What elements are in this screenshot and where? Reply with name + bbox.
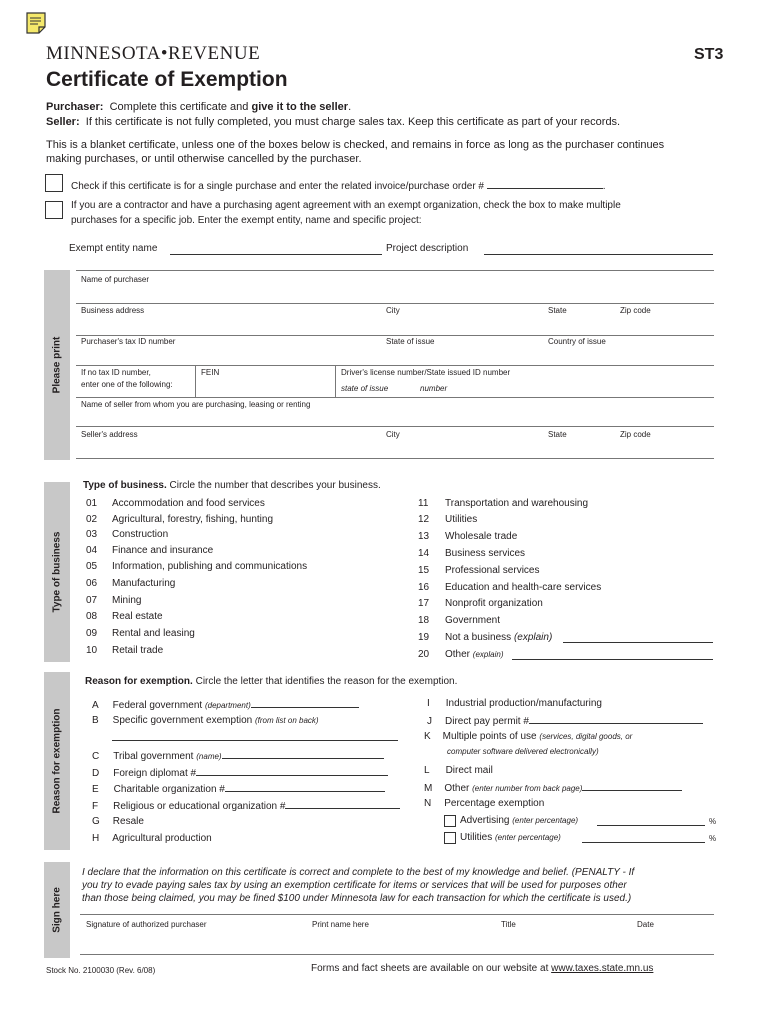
business-option-label: Mining <box>112 595 142 606</box>
business-option-09[interactable] <box>86 628 195 639</box>
business-option-number: 03 <box>86 529 98 540</box>
tax-id-label: Purchaser's tax ID number <box>81 337 176 346</box>
signature-label: Signature of authorized purchaser <box>86 920 207 929</box>
reason-D[interactable]: D Foreign diplomat # <box>92 766 388 779</box>
business-option-label: Retail trade <box>112 645 164 656</box>
business-option-16[interactable] <box>418 582 601 593</box>
single-purchase-checkbox[interactable] <box>45 174 63 192</box>
reason-H[interactable]: H Agricultural production <box>92 833 212 844</box>
declaration-line-2: you try to evade paying sales tax by using an exemption certificate for items or services that will be used for purposes other <box>82 880 627 891</box>
utilities-label: Utilities (enter percentage) <box>460 832 561 843</box>
dl-label: Driver's license number/State issued ID number <box>341 368 511 377</box>
business-option-label: Professional services <box>445 565 540 576</box>
dl-state-label: state of issue <box>341 384 389 393</box>
business-option-11[interactable] <box>418 498 588 509</box>
contractor-text-1: If you are a contractor and have a purchasing agent agreement with an exempt organization, check the box to make multiple <box>71 200 621 211</box>
exempt-entity-label: Exempt entity name <box>69 243 158 254</box>
divider <box>76 270 714 271</box>
business-option-label: Real estate <box>112 611 163 622</box>
reason-F[interactable]: F Religious or educational organization # <box>92 799 400 812</box>
business-option-label: Not a business <box>445 632 512 643</box>
percent-sign: % <box>709 817 717 826</box>
business-option-number: 12 <box>418 514 430 525</box>
note-icon <box>26 12 46 34</box>
please-print-sidebar: Please print <box>44 270 70 460</box>
business-option-label: Rental and leasing <box>112 628 195 639</box>
country-issue-label: Country of issue <box>548 337 606 346</box>
business-option-05[interactable] <box>86 561 307 572</box>
seller-address-field[interactable] <box>76 458 714 459</box>
seller-name-field[interactable] <box>76 426 714 427</box>
reason-A[interactable]: A Federal government (department) <box>92 698 359 711</box>
business-option-label: Utilities <box>445 514 478 525</box>
purchaser-name-field[interactable] <box>76 303 714 304</box>
contractor-checkbox[interactable] <box>45 201 63 219</box>
utilities-checkbox[interactable] <box>444 832 456 844</box>
business-option-number: 11 <box>418 498 429 509</box>
utilities-percent-field[interactable] <box>582 842 705 843</box>
state-label: State <box>548 306 567 315</box>
business-option-label: Wholesale trade <box>445 531 518 542</box>
business-option-label: Information, publishing and communications <box>112 561 308 572</box>
business-option-number: 20 <box>418 649 430 660</box>
business-option-number: 07 <box>86 595 98 606</box>
business-option-label: Accommodation and food services <box>112 498 265 509</box>
business-option-04[interactable] <box>86 545 213 556</box>
business-option-label: Business services <box>445 548 526 559</box>
business-option-03[interactable] <box>86 529 168 540</box>
business-option-08[interactable] <box>86 611 163 622</box>
agency-logo: MINNESOTA•REVENUE <box>46 43 261 64</box>
business-option-19[interactable] <box>418 632 552 643</box>
business-option-number: 17 <box>418 598 430 609</box>
explain-field-20[interactable] <box>512 659 713 660</box>
business-option-label: Transportation and warehousing <box>445 498 589 509</box>
business-option-07[interactable] <box>86 595 141 606</box>
business-option-10[interactable] <box>86 645 163 656</box>
business-option-number: 18 <box>418 615 430 626</box>
project-desc-label: Project description <box>386 243 469 254</box>
business-option-label: Finance and insurance <box>112 545 214 556</box>
exempt-entity-field[interactable] <box>170 254 382 255</box>
purchaser-name-label: Name of purchaser <box>81 275 150 284</box>
percent-sign: % <box>709 834 717 843</box>
business-option-number: 13 <box>418 531 430 542</box>
business-option-label: Construction <box>112 529 169 540</box>
address-field[interactable] <box>76 335 714 336</box>
single-purchase-label: Check if this certificate is for a single purchase and enter the related invoice/purchase order # . <box>71 181 606 192</box>
seller-instruction: Seller: If this certificate is not fully completed, you must charge sales tax. Keep this certificate as part of your records. <box>46 116 621 128</box>
business-option-number: 04 <box>86 545 98 556</box>
type-of-business-sidebar: Type of business <box>44 482 70 662</box>
title-label: Title <box>501 920 516 929</box>
reason-J[interactable]: J Direct pay permit # <box>427 714 703 727</box>
business-option-number: 19 <box>418 632 430 643</box>
business-option-label: Manufacturing <box>112 578 176 589</box>
seller-address-label: Seller's address <box>81 430 138 439</box>
no-tax-id-label-1: If no tax ID number, <box>81 368 151 377</box>
business-option-label: Education and health-care services <box>445 582 602 593</box>
form-id: ST3 <box>694 46 724 63</box>
blanket-text-2: making purchases, or until otherwise cancelled by the purchaser. <box>46 153 362 165</box>
reason-I[interactable]: I Industrial production/manufacturing <box>427 698 602 709</box>
business-option-17[interactable] <box>418 598 543 609</box>
blanket-text-1: This is a blanket certificate, unless one of the boxes below is checked, and remains in force as long as the purchaser continues <box>46 139 665 151</box>
dl-number-label: number <box>420 384 448 393</box>
business-option-06[interactable] <box>86 578 175 589</box>
purchaser-instruction: Purchaser: Complete this certificate and give it to the seller. <box>46 101 352 113</box>
no-tax-id-label-2: enter one of the following: <box>81 380 173 389</box>
stock-number: Stock No. 2100030 (Rev. 6/08) <box>46 966 156 975</box>
declaration-line-3: than those being claimed, you may be fined $100 under Minnesota law for each transaction for which the certificate is used.) <box>82 893 632 904</box>
print-name-label: Print name here <box>312 920 369 929</box>
business-option-01[interactable] <box>86 498 265 509</box>
business-option-number: 14 <box>418 548 430 559</box>
reason-sidebar: Reason for exemption <box>44 672 70 850</box>
business-option-number: 06 <box>86 578 98 589</box>
business-option-number: 01 <box>86 498 98 509</box>
divider <box>80 914 714 915</box>
business-option-note: (explain) <box>513 632 553 643</box>
contractor-text-2: purchases for a specific job. Enter the exempt entity, name and specific project: <box>71 215 422 226</box>
signature-field[interactable] <box>80 954 714 955</box>
state-issue-label: State of issue <box>386 337 435 346</box>
business-option-label: Government <box>445 615 501 626</box>
seller-state-label: State <box>548 430 567 439</box>
page-title: Certificate of Exemption <box>46 68 288 91</box>
zip-label: Zip code <box>620 306 651 315</box>
seller-zip-label: Zip code <box>620 430 651 439</box>
reason-K[interactable]: K Multiple points of use (services, digital goods, or <box>424 731 633 742</box>
business-option-20[interactable] <box>418 649 503 660</box>
website-link[interactable]: www.taxes.state.mn.us <box>551 963 654 974</box>
advertising-checkbox[interactable] <box>444 815 456 827</box>
business-option-14[interactable] <box>418 548 525 559</box>
reason-B[interactable]: B Specific government exemption (from list on back) <box>92 715 319 726</box>
reason-K-note: computer software delivered electronically) <box>447 747 599 756</box>
vertical-divider <box>335 365 336 397</box>
reason-M[interactable]: M Other (enter number from back page) <box>424 781 682 794</box>
business-option-18[interactable] <box>418 615 500 626</box>
advertising-percent-field[interactable] <box>597 825 705 826</box>
reason-C[interactable]: C Tribal government (name) <box>92 749 384 762</box>
seller-city-label: City <box>386 430 400 439</box>
fein-label: FEIN <box>201 368 220 377</box>
business-option-number: 08 <box>86 611 98 622</box>
business-option-number: 09 <box>86 628 98 639</box>
footer-text: Forms and fact sheets are available on our website at www.taxes.state.mn.us <box>311 963 654 974</box>
project-desc-field[interactable] <box>484 254 713 255</box>
reason-L[interactable]: L Direct mail <box>424 765 493 776</box>
business-option-number: 16 <box>418 582 430 593</box>
business-option-number: 02 <box>86 514 98 525</box>
explain-field-19[interactable] <box>563 642 713 643</box>
business-option-02[interactable] <box>86 514 273 525</box>
reason-B-field[interactable] <box>112 740 398 741</box>
vertical-divider <box>195 365 196 397</box>
business-heading: Type of business. Circle the number that describes your business. <box>83 480 381 491</box>
reason-N[interactable]: N Percentage exemption <box>424 798 545 809</box>
business-option-number: 10 <box>86 645 98 656</box>
business-address-label: Business address <box>81 306 145 315</box>
business-option-12[interactable] <box>418 514 477 525</box>
business-option-number: 15 <box>418 565 430 576</box>
business-option-label: Nonprofit organization <box>445 598 543 609</box>
business-option-label: Agricultural, forestry, fishing, hunting <box>112 514 274 525</box>
date-label: Date <box>637 920 654 929</box>
seller-name-label: Name of seller from whom you are purchasing, leasing or renting <box>81 400 311 409</box>
declaration-line-1: I declare that the information on this certificate is correct and complete to the best of my knowledge and belief. (PENALTY - If <box>82 867 635 878</box>
reason-G[interactable]: G Resale <box>92 816 144 827</box>
business-option-label: Other <box>445 649 471 660</box>
tax-id-field[interactable] <box>76 365 714 366</box>
business-option-15[interactable] <box>418 565 539 576</box>
business-option-13[interactable] <box>418 531 517 542</box>
business-option-number: 05 <box>86 561 98 572</box>
id-field[interactable] <box>76 397 714 398</box>
reason-E[interactable]: E Charitable organization # <box>92 782 385 795</box>
reason-heading: Reason for exemption. Circle the letter that identifies the reason for the exemption. <box>85 676 458 687</box>
advertising-label: Advertising (enter percentage) <box>460 815 579 826</box>
business-option-note: (explain) <box>472 650 504 659</box>
sign-here-sidebar: Sign here <box>44 862 70 958</box>
city-label: City <box>386 306 400 315</box>
